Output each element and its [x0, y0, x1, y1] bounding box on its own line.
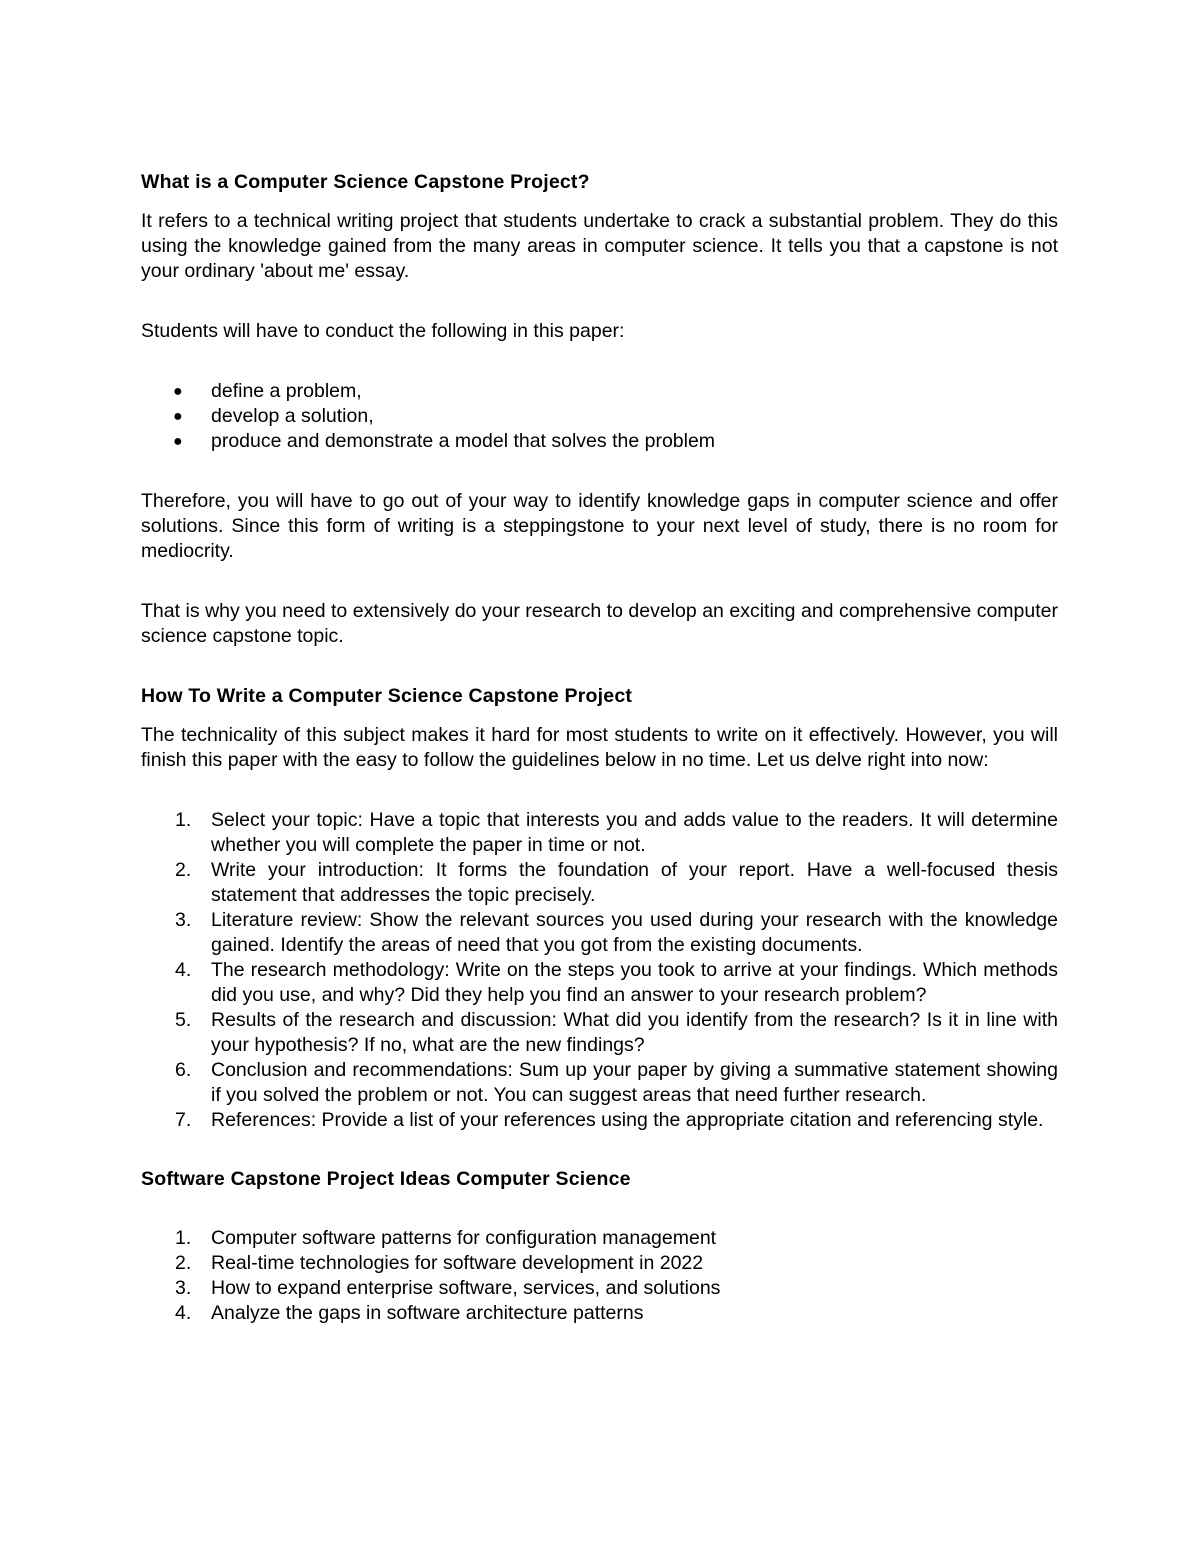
- steps-list: [141, 808, 1058, 1133]
- ideas-list: [141, 1226, 1058, 1326]
- intro-paragraph: It refers to a technical writing project that students undertake to crack a substantial problem. They do this using the knowledge gained from the many areas in computer science. It tells you that a capstone is not your ordinary 'about me' essay.: [141, 210, 1058, 282]
- list-item: 2. Real-time technologies for software development in 2022: [175, 1252, 704, 1274]
- therefore-paragraph: Therefore, you will have to go out of your way to identify knowledge gaps in computer science and offer solutions. Since this form of writing is a steppingstone to your next level of study, there is no room for mediocrity.: [141, 490, 1058, 562]
- list-item: 6. Conclusion and recommendations: Sum up your paper by giving a summative statement showing if you solved the problem or not. You can suggest areas that need further research.: [175, 1059, 1058, 1106]
- bullet-marker: ●: [173, 408, 183, 425]
- list-item: 7. References: Provide a list of your references using the appropriate citation and referencing style.: [175, 1109, 1044, 1131]
- conduct-paragraph: Students will have to conduct the following in this paper:: [141, 320, 625, 342]
- bullet-list: [141, 379, 1058, 454]
- list-item: 4. The research methodology: Write on the steps you took to arrive at your findings. Which methods did you use, and why? Did they help you find an answer to your research problem?: [175, 959, 1058, 1006]
- section-heading-how-to: How To Write a Computer Science Capstone Project: [141, 685, 633, 707]
- list-item: ● develop a solution,: [173, 405, 374, 427]
- list-item: 2. Write your introduction: It forms the foundation of your report. Have a well-focused thesis statement that addresses the topic precisely.: [175, 859, 1058, 906]
- section-heading-ideas: Software Capstone Project Ideas Computer Science: [141, 1168, 631, 1190]
- bullet-marker: ●: [173, 383, 183, 400]
- bullet-marker: ●: [173, 433, 183, 450]
- research-paragraph: That is why you need to extensively do your research to develop an exciting and comprehensive computer science capstone topic.: [141, 600, 1058, 647]
- list-item: ● define a problem,: [173, 380, 362, 402]
- list-item: 3. Literature review: Show the relevant sources you used during your research with the knowledge gained. Identify the areas of need that you got from the existing documents.: [175, 909, 1058, 956]
- list-item: 5. Results of the research and discussion: What did you identify from the research? Is it in line with your hypothesis? If no, what are the new findings?: [175, 1009, 1058, 1056]
- list-item: 1. Select your topic: Have a topic that interests you and adds value to the readers. It will determine whether you will complete the paper in time or not.: [175, 809, 1058, 856]
- list-item: ● produce and demonstrate a model that solves the problem: [173, 430, 716, 452]
- list-item: 3. How to expand enterprise software, services, and solutions: [175, 1277, 721, 1299]
- technicality-paragraph: The technicality of this subject makes it hard for most students to write on it effectively. However, you will finish this paper with the easy to follow the guidelines below in no time. Let us delve right into now:: [141, 724, 1058, 771]
- list-item: 1. Computer software patterns for configuration management: [175, 1227, 717, 1249]
- list-item: 4. Analyze the gaps in software architecture patterns: [175, 1302, 644, 1324]
- document-page: [141, 170, 1058, 1326]
- section-heading-what-is: What is a Computer Science Capstone Project?: [141, 171, 590, 193]
